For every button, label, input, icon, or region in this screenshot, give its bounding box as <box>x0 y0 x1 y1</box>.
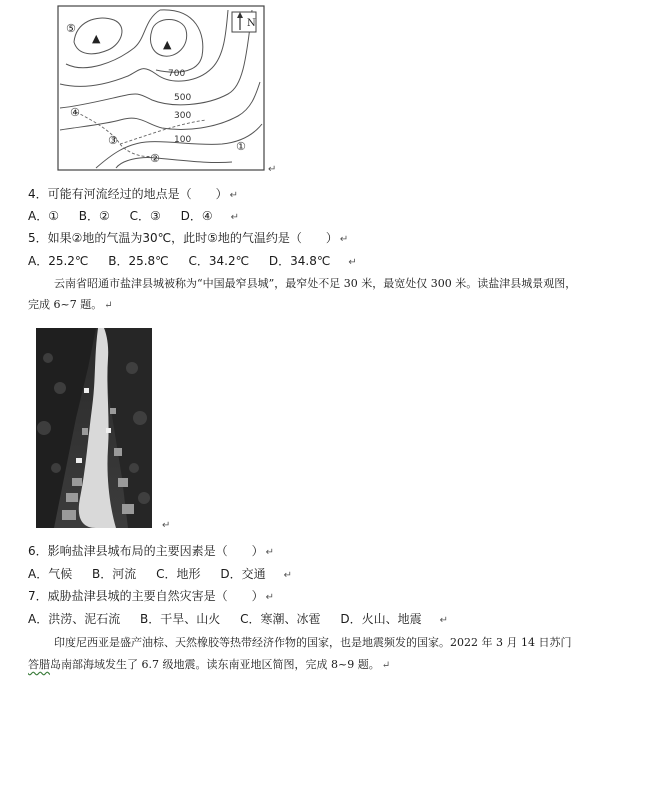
q6-option-b: B．河流 <box>92 567 137 581</box>
intro-8-9-line-1: 印度尼西亚是盛产油棕、天然橡胶等热带经济作物的国家，也是地震频发的国家。2022 年 3 月 14 日苏门 <box>54 636 572 649</box>
point-label-3: ③ <box>108 134 118 147</box>
paragraph-mark: ↵ <box>268 164 277 175</box>
yanjin-town-photo <box>36 328 152 528</box>
point-label-5: ⑤ <box>66 22 76 35</box>
q7-option-b: B．干旱、山火 <box>140 612 221 626</box>
intro-8-9-line-2: 答腊岛南部海域发生了 6.7 级地震。读东南亚地区简图，完成 8~9 题。 ↵ <box>28 658 391 671</box>
contour-label-500: 500 <box>174 93 192 103</box>
q4-option-c: C．③ <box>129 209 161 223</box>
q4-option-a: A．① <box>28 209 59 223</box>
peak-icon-left: ▲ <box>92 32 101 45</box>
contour-label-300: 300 <box>174 111 192 121</box>
point-label-2: ② <box>150 152 160 165</box>
q5-option-d: D．34.8℃ <box>268 254 331 268</box>
q5-option-c: C．34.2℃ <box>188 254 250 268</box>
question-5-stem: 5．如果②地的气温为30℃，此时⑤地的气温约是（ ） ↵ <box>28 231 349 245</box>
q4-option-b: B．② <box>78 209 110 223</box>
q6-option-d: D．交通 <box>220 567 266 581</box>
question-4-stem: 4．可能有河流经过的地点是（ ） ↵ <box>28 187 239 201</box>
contour-map-figure <box>56 4 266 172</box>
point-label-1: ① <box>236 140 246 153</box>
q5-option-a: A．25.2℃ <box>28 254 89 268</box>
q6-option-a: A．气候 <box>28 567 73 581</box>
q7-option-a: A．洪涝、泥石流 <box>28 612 121 626</box>
sumatra-underlined: 答腊 <box>28 658 50 671</box>
paragraph-mark-photo: ↵ <box>162 520 171 531</box>
question-5-options: A．25.2℃ B．25.8℃ C．34.2℃ D．34.8℃ ↵ <box>28 254 357 268</box>
q5-option-b: B．25.8℃ <box>108 254 169 268</box>
question-7-options: A．洪涝、泥石流 B．干旱、山火 C．寒潮、冰雹 D．火山、地震 ↵ <box>28 612 448 626</box>
point-label-4: ④ <box>70 106 80 119</box>
intro-6-7-line-1: 云南省昭通市盐津县城被称为“中国最窄县城”，最窄处不足 30 米，最宽处仅 300 米。读盐津县城景观图， <box>54 277 577 290</box>
question-7-stem: 7．威胁盐津县城的主要自然灾害是（ ） ↵ <box>28 589 275 603</box>
question-6-options: A．气候 B．河流 C．地形 D．交通 ↵ <box>28 567 292 581</box>
question-6-stem: 6．影响盐津县城布局的主要因素是（ ） ↵ <box>28 544 275 558</box>
question-4-options: A．① B．② C．③ D．④ ↵ <box>28 209 239 223</box>
intro-6-7-line-2: 完成 6~7 题。 ↵ <box>28 298 113 311</box>
q7-option-d: D．火山、地震 <box>340 612 422 626</box>
q6-option-c: C．地形 <box>156 567 201 581</box>
contour-label-700: 700 <box>168 69 186 79</box>
contour-label-100: 100 <box>174 135 192 145</box>
q4-option-d: D．④ <box>180 209 213 223</box>
peak-icon-right: ▲ <box>163 38 172 51</box>
q7-option-c: C．寒潮、冰雹 <box>240 612 321 626</box>
north-label: N <box>247 18 256 29</box>
